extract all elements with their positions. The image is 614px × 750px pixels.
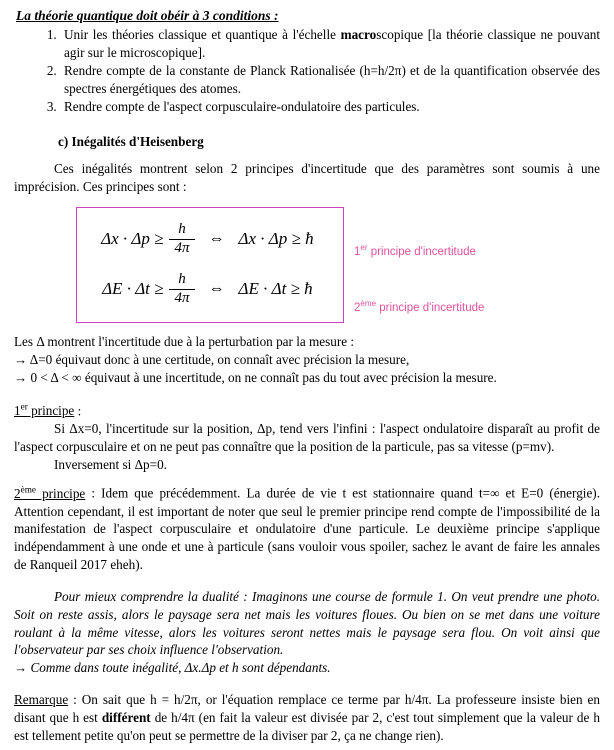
note-prefix: 2 bbox=[354, 302, 361, 315]
formula-note-1 bbox=[354, 243, 476, 258]
formula-fraction bbox=[169, 272, 194, 307]
principle1-label-text bbox=[14, 403, 74, 418]
formula-rhs: Δx · Δp ≥ ħ bbox=[238, 229, 314, 249]
formula-lhs: Δx · Δp ≥ bbox=[101, 229, 164, 249]
fraction-denominator: 4π bbox=[169, 239, 194, 257]
remark-paragraph bbox=[14, 691, 600, 744]
principle2-paragraph bbox=[14, 483, 600, 573]
list-item bbox=[60, 98, 600, 116]
note-superscript: er bbox=[360, 243, 368, 253]
fraction-denominator: 4π bbox=[169, 289, 194, 307]
principle1-body-2: Inversement si Δp=0. bbox=[54, 456, 167, 472]
principle2-number: 2 bbox=[14, 485, 21, 501]
formula-fraction bbox=[169, 222, 194, 257]
equivalence-arrow-icon: ⇔ bbox=[208, 230, 225, 248]
formula-note-2 bbox=[354, 299, 484, 314]
principle1-body: Si Δx=0, l'incertitude sur la position, Δp, tend vers l'infini : l'aspect ondulatoire disparaît au profit de l'aspect corpusculaire et on ne peut pas connaître que la position de la particule, pas sa vitesse (p=mv). bbox=[14, 421, 600, 454]
remark-text-2: de h/4π (en fait la valeur est divisée par 2, c'est tout simplement que la valeur de h est tellement petite qu'on peut se permettre de la diviser par 2, ça ne change rien). bbox=[14, 709, 600, 743]
delta-bullet-1: → Δ=0 équivaut donc à une certitude, on connaît avec précision la mesure, bbox=[14, 352, 410, 368]
principle2-body: : Idem que précédemment. La durée de vie t est stationnaire quand t=∞ et E=0 (énergie). Attention cependant, il est important de noter que seul le premier principe rend compte de l'impossibilité de la manifestation de l'aspect corpusculaire et ondulatoire d'une particule. Le deuxième principe s'applique indépendamment à une onde et une à particule (sans vouloir vous spoiler, sachez le avant de faire les annales de Ranqueil 2017 eheh). bbox=[14, 485, 600, 573]
remark-bold: différent bbox=[101, 709, 151, 725]
principle1-number: 1 bbox=[14, 403, 21, 419]
fraction-numerator: h bbox=[178, 221, 186, 238]
principle1-word: principe bbox=[27, 403, 75, 419]
note-text: principe d'incertitude bbox=[376, 302, 485, 315]
illustration-arrow-line: → Comme dans toute inégalité, Δx.Δp et h sont dépendants. bbox=[14, 660, 331, 676]
principle1-superscript: er bbox=[20, 401, 28, 412]
note-superscript: ème bbox=[360, 299, 377, 309]
condition-text-pre: Rendre compte de la constante de Planck Rationalisée (h=h/2π) et de la quantification observée des spectres énergétiques des atomes. bbox=[64, 63, 600, 96]
delta-lead: Les Δ montrent l'incertitude due à la perturbation par la mesure : bbox=[14, 334, 355, 350]
remark-label: Remarque bbox=[14, 691, 69, 707]
note-text: principe d'incertitude bbox=[367, 246, 476, 259]
page-title: La théorie quantique doit obéir à 3 conditions : bbox=[16, 8, 279, 23]
condition-text-bold: macro bbox=[340, 27, 377, 42]
delta-bullet-2: → 0 < Δ < ∞ équivaut à une incertitude, on ne connaît pas du tout avec précision la mesure. bbox=[14, 369, 497, 385]
formula-lhs: ΔE · Δt ≥ bbox=[102, 279, 164, 299]
formula-rhs: ΔE · Δt ≥ ħ bbox=[238, 279, 313, 299]
illustration-paragraph: Pour mieux comprendre la dualité : Imaginons une course de formule 1. On veut prendre une photo. Soit on reste assis, alors le paysage sera net mais les voitures floues. Ou bien on se met dans une voiture roulant à la même vitesse, alors les voitures seront nettes mais le paysage sera flou. On voit ainsi que l'observateur par ses choix influence l'observation. bbox=[14, 588, 600, 658]
principle2-label-text bbox=[14, 486, 85, 501]
condition-text-pre: Unir les théories classique et quantique à l'échelle bbox=[64, 27, 341, 42]
formula-row-2 bbox=[77, 264, 343, 314]
list-item bbox=[60, 26, 600, 61]
fraction-numerator: h bbox=[178, 271, 186, 288]
formula-box bbox=[76, 207, 344, 323]
condition-text-post: scopique [la théorie classique ne pouvant agir sur le microscopique]. bbox=[64, 27, 601, 60]
conditions-list bbox=[14, 26, 600, 116]
formula-region bbox=[14, 207, 600, 319]
principle2-word: principe bbox=[35, 485, 86, 501]
section-heading: c) Inégalités d'Heisenberg bbox=[58, 133, 204, 149]
remark-text-1: : On sait que h = h/2π, or l'équation remplace ce terme par h/4π. La professeure insiste bien en disant que h est bbox=[14, 691, 600, 725]
list-item bbox=[60, 62, 600, 97]
intro-paragraph: Ces inégalités montrent selon 2 principes d'incertitude que des paramètres sont soumis à une imprécision. Ces principes sont : bbox=[14, 160, 600, 194]
principle2-superscript: ème bbox=[20, 484, 36, 495]
formula-row-1 bbox=[77, 214, 343, 264]
principle1-colon: : bbox=[74, 403, 82, 419]
note-prefix: 1 bbox=[354, 246, 361, 259]
condition-text-pre: Rendre compte de l'aspect corpusculaire-ondulatoire des particules. bbox=[64, 99, 420, 115]
principle1-label bbox=[14, 401, 600, 420]
equivalence-arrow-icon: ⇔ bbox=[208, 280, 225, 298]
